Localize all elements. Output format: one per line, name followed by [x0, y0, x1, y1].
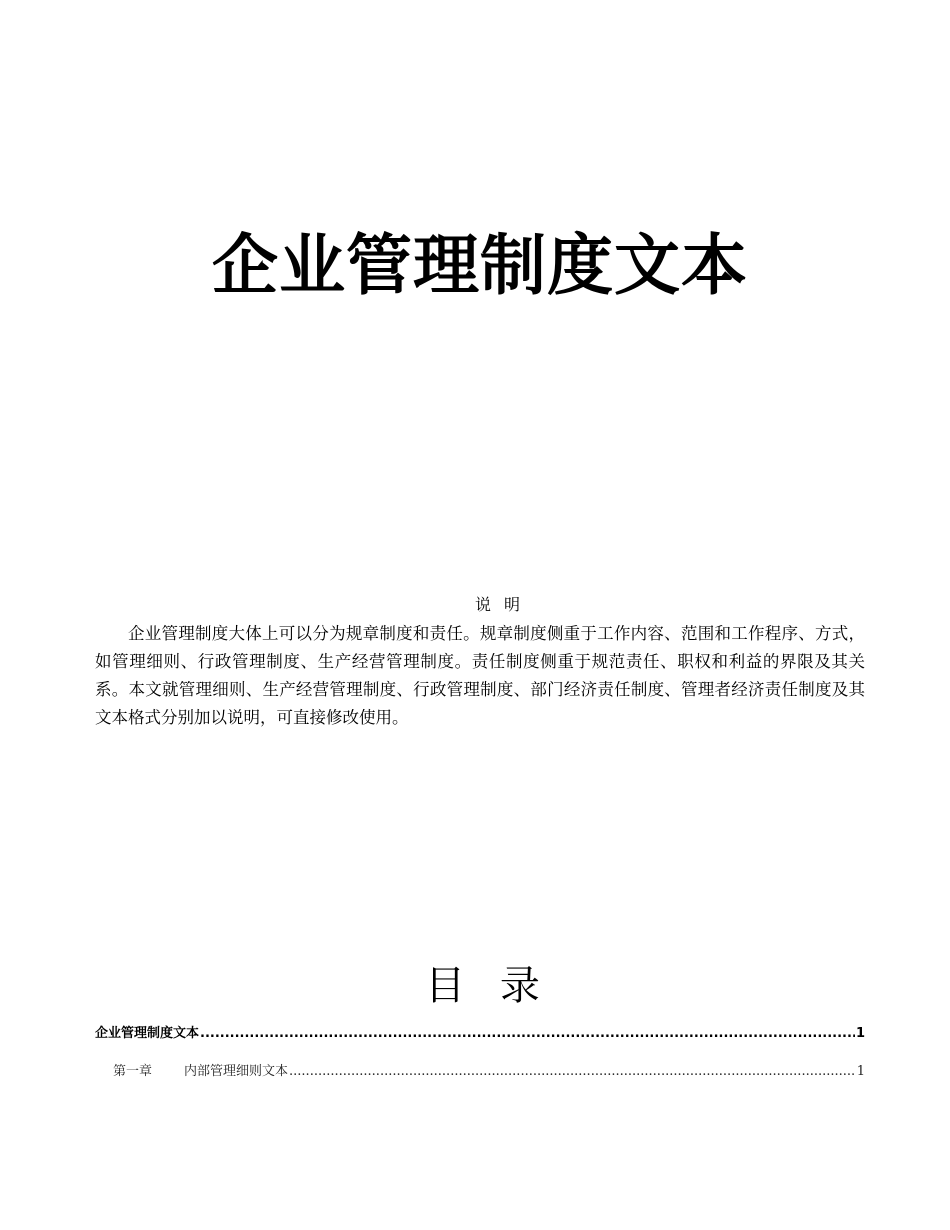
- explanation-paragraph: 企业管理制度大体上可以分为规章制度和责任。规章制度侧重于工作内容、范围和工作程序、方式，如管理细则、行政管理制度、生产经营管理制度。责任制度侧重于规范责任、职权和利益的界限及其关系。本文就管理细则、生产经营管理制度、行政管理制度、部门经济责任制度、管理者经济责任制度及其文本格式分别加以说明，可直接修改使用。: [95, 624, 865, 727]
- toc-page-number: 1: [855, 1026, 865, 1041]
- toc-dot-leader: [289, 1062, 856, 1082]
- toc-entry-title: 内部管理细则文本: [184, 1064, 289, 1079]
- toc-chapter-label: 第一章: [113, 1064, 153, 1079]
- toc-page-number: 1: [856, 1064, 865, 1079]
- toc-entry-chapter-1[interactable]: [113, 1062, 865, 1082]
- explanation-heading: 说 明: [474, 595, 521, 614]
- document-title: 企业管理制度文本: [212, 226, 748, 304]
- toc-heading: 目 录: [425, 963, 540, 1009]
- toc-entry-document[interactable]: [95, 1024, 865, 1044]
- toc-dot-leader: [200, 1024, 855, 1044]
- toc-entry-title: 企业管理制度文本: [95, 1026, 200, 1041]
